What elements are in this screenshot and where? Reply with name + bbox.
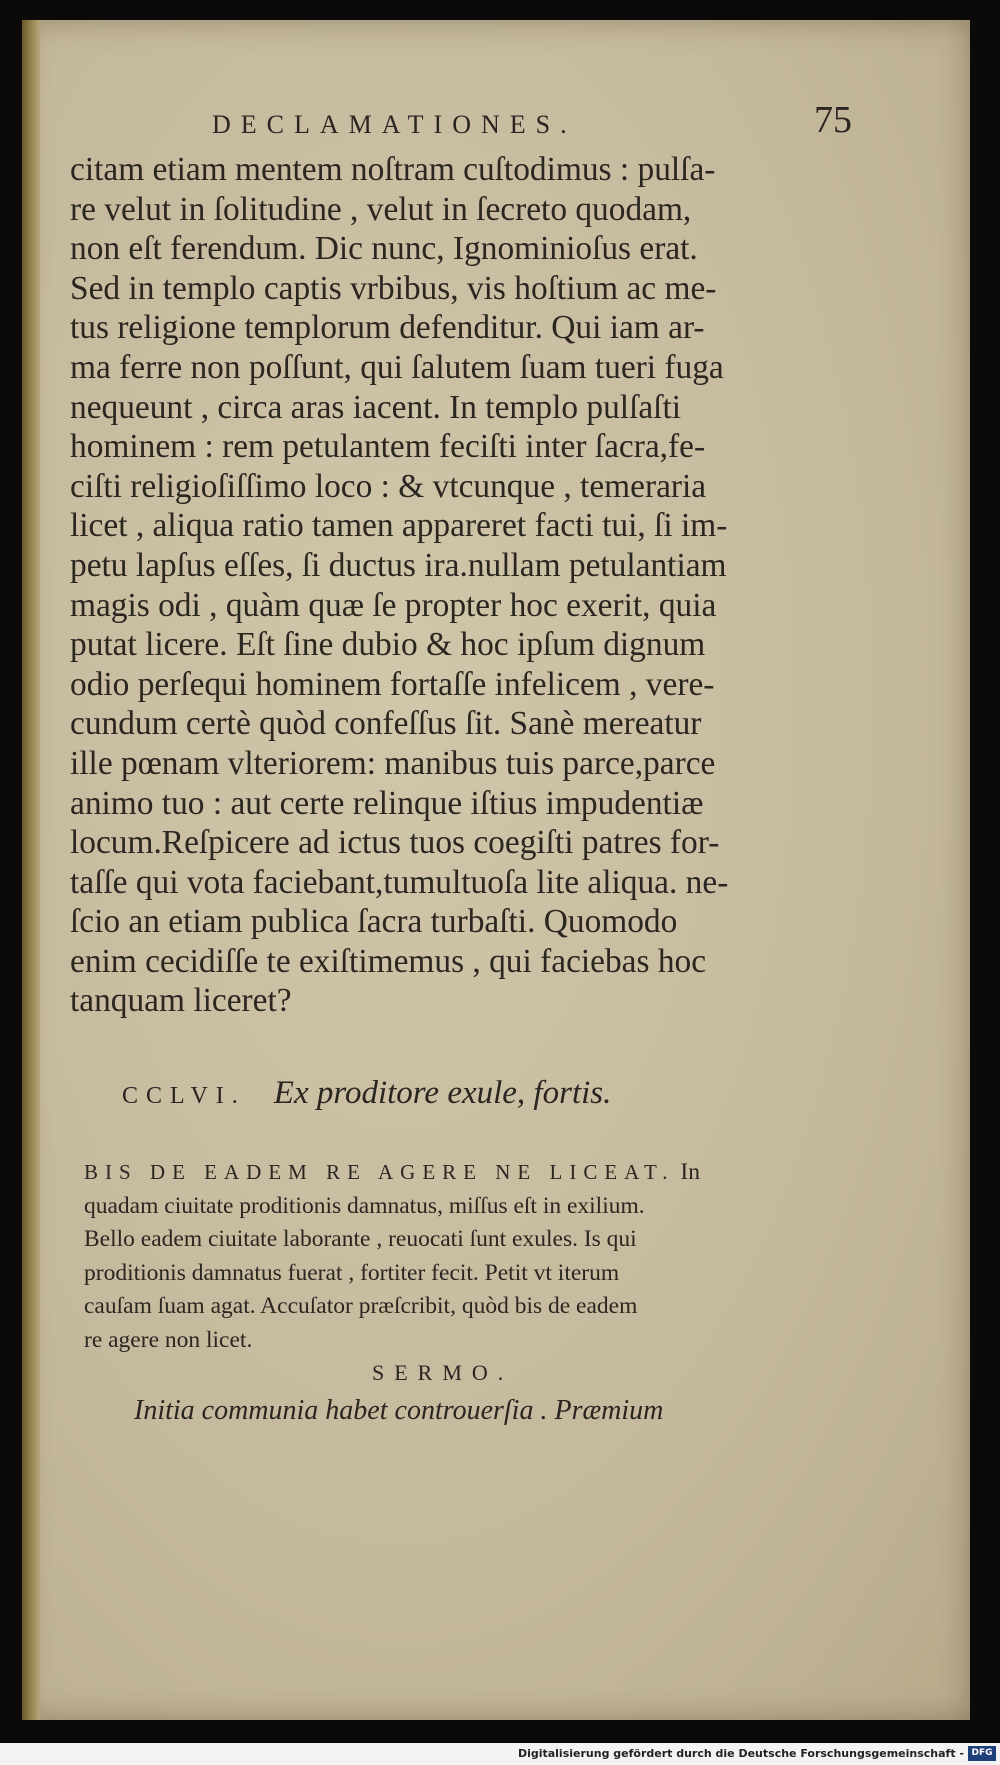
text-line: ſcio an etiam publica ſacra turbaſti. Quomodo [70, 903, 678, 941]
text-line: hominem : rem petulantem feciſti inter ſacra,fe- [70, 428, 706, 466]
text-line: taſſe qui vota faciebant,tumultuoſa lite aliqua. ne- [70, 863, 729, 901]
footer-bar [0, 1743, 1000, 1765]
thema-lead-rest: In [674, 1159, 700, 1185]
book-page [22, 20, 970, 1720]
text-line: citam etiam mentem noſtram cuſtodimus : pulſa- [70, 151, 716, 188]
section-title: Ex proditore exule, fortis. [273, 1075, 612, 1111]
text-line: re velut in ſolitudine , velut in ſecreto quodam, [70, 190, 692, 228]
thema-line: re agere non licet. [84, 1326, 253, 1353]
funding-notice: Digitalisierung gefördert durch die Deutsche Forschungsgemeinschaft - [517, 1747, 964, 1760]
text-line: animo tuo : aut certe relinque iſtius impudentiæ [70, 784, 704, 822]
section-heading [122, 1075, 822, 1112]
text-line: odio perſequi hominem fortaſſe infelicem , vere- [70, 665, 715, 703]
text-line: magis odi , quàm quæ ſe propter hoc exerit, quia [70, 586, 717, 624]
body-text [70, 150, 830, 1021]
sermo-heading: SERMO. [372, 1360, 514, 1385]
text-line: ma ferre non poſſunt, qui ſalutem ſuam tueri fuga [70, 348, 724, 386]
thema-line: cauſam ſuam agat. Accuſator præſcribit, quòd bis de eadem [84, 1293, 638, 1319]
catch-line: Initia communia habet controuerſia . Præmium [134, 1395, 664, 1426]
text-line: cundum certè quòd confeſſus ſit. Sanè mereatur [70, 705, 702, 743]
text-line: locum.Reſpicere ad ictus tuos coegiſti patres for- [70, 824, 720, 862]
page-header [212, 90, 852, 140]
page-number: 75 [814, 99, 852, 141]
text-line: tus religione templorum defenditur. Qui iam ar- [70, 309, 705, 347]
thema-line: proditionis damnatus fuerat , fortiter fecit. Petit vt iterum [84, 1259, 620, 1286]
text-line: Sed in templo captis vrbibus, vis hoſtium ac me- [70, 269, 717, 307]
thema-lead: BIS DE EADEM RE AGERE NE LICEAT. [84, 1160, 675, 1184]
section-number: CCLVI. [122, 1083, 246, 1109]
thema-text [84, 1156, 844, 1357]
text-line: ille pœnam vlteriorem: manibus tuis parce,parce [70, 744, 716, 782]
text-line: putat licere. Eſt ſine dubio & hoc ipſum dignum [70, 626, 706, 664]
text-line: petu lapſus eſſes, ſi ductus ira.nullam petulantiam [70, 546, 727, 584]
thema-line: quadam ciuitate proditionis damnatus, miſſus eſt in exilium. [84, 1192, 645, 1219]
text-line: enim cecidiſſe te exiſtimemus , qui faciebas hoc [70, 942, 707, 980]
running-head: DECLAMATIONES. [212, 110, 577, 139]
text-line: nequeunt , circa aras iacent. In templo pulſaſti [70, 388, 681, 426]
text-line: non eſt ferendum. Dic nunc, Ignominioſus erat. [70, 230, 698, 268]
text-line: tanquam liceret? [70, 982, 292, 1020]
book-spine-edge [22, 20, 40, 1720]
thema-first-line [84, 1156, 844, 1190]
thema-line: Bello eadem ciuitate laborante , reuocati ſunt exules. Is qui [84, 1226, 637, 1252]
dfg-logo: DFG [968, 1746, 996, 1761]
text-line: ciſti religioſiſſimo loco : & vtcunque , temeraria [70, 467, 707, 505]
text-line: licet , aliqua ratio tamen appareret facti tui, ſi im- [70, 507, 728, 545]
